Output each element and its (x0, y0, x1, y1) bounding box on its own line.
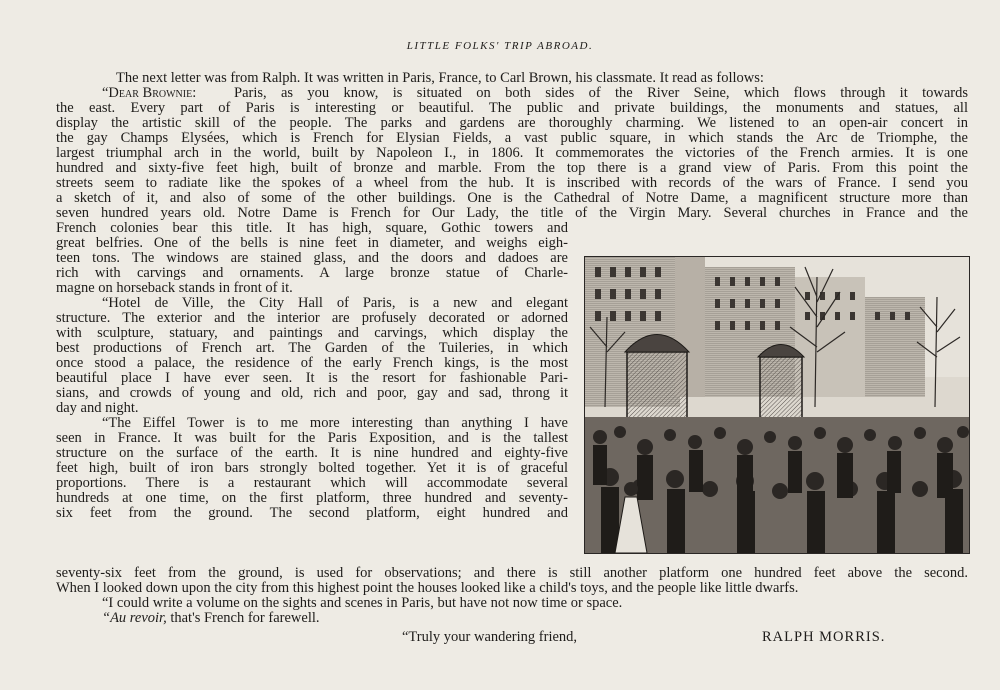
text-line: hundreds at one time, on the first platform, three hundred and seventy- (56, 491, 568, 506)
text-line: teen tons. The windows are stained glass, and the doors and dadoes are (56, 251, 568, 266)
paris-street-scene-image (585, 257, 969, 553)
text-line: a sketch of it, and also of some of the other buildings. One is the Cathedral of Notre Dame, a magnificent structure more than (56, 191, 968, 206)
text-line: Paris, as you know, is situated on both sides of the River Seine, which flows through it towards (234, 86, 968, 101)
farewell-text: that's French for farewell. (170, 610, 320, 626)
text-line: with sculpture, statuary, and paintings and carvings, which display the (56, 326, 568, 341)
au-revoir-phrase: “Au revoir, (102, 610, 167, 626)
text-line: seventy-six feet from the ground, is used for observations; and there is still another platform one hundred feet above the second. (56, 566, 968, 581)
text-line: feet high, built of iron bars strongly bolted together. Yet it is of graceful (56, 461, 568, 476)
text-line: the gay Champs Élysées, which is French for Elysian Fields, a vast public square, in which stands the Arc de Triomphe, the (56, 131, 968, 146)
text-line: once stood a palace, the residence of the early French kings, is the most (56, 356, 568, 371)
text-line: best productions of French art. The Garden of the Tuileries, in which (56, 341, 568, 356)
text-line: “Hotel de Ville, the City Hall of Paris, is a new and elegant (102, 296, 568, 311)
text-line: beautiful place I have ever seen. It is the resort for fashionable Pari- (56, 371, 568, 386)
text-line: rich with carvings and ornaments. A large bronze statue of Charle- (56, 266, 568, 281)
signature: RALPH MORRIS. (762, 629, 886, 645)
running-header: LITTLE FOLKS' TRIP ABROAD. (406, 40, 594, 52)
text-line: day and night. (56, 400, 139, 416)
text-line: seven hundred years old. Notre Dame is French for Our Lady, the title of the Virgin Mary. Several churches in France and the (56, 206, 968, 221)
text-line: magne on horseback stands in front of it. (56, 280, 293, 296)
text-line (102, 611, 320, 626)
text-line: display the artistic skill of the people. The parks and gardens are thoroughly charming. We listened to an open-air concert in (56, 116, 968, 131)
text-line: French colonies bear this title. It has high, square, Gothic towers and (56, 221, 568, 236)
text-line: seen in France. It was built for the Paris Exposition, and is the tallest (56, 431, 568, 446)
text-line: six feet from the ground. The second platform, eight hundred and (56, 506, 568, 521)
text-line: structure. The exterior and the interior are profusely decorated or adorned (56, 311, 568, 326)
text-line: great belfries. One of the bells is nine feet in diameter, and weighs eigh- (56, 236, 568, 251)
text-line: streets seem to radiate like the spokes of a wheel from the hub. It is inscribed with records of the wars of France. I send you (56, 176, 968, 191)
text-line: largest triumphal arch in the world, built by Napoleon I., in 1806. It commemorates the victories of the French armies. It is one (56, 146, 968, 161)
engraving-illustration (584, 256, 970, 554)
text-line: structure on the surface of the earth. It is nine hundred and eighty-five (56, 446, 568, 461)
text-line: “The Eiffel Tower is to me more interesting than anything I have (102, 416, 568, 431)
text-line: sians, and crowds of young and old, rich and poor, gay and sad, throng it (56, 386, 568, 401)
closing-line: “Truly your wandering friend, (402, 629, 578, 645)
text-line: The next letter was from Ralph. It was written in Paris, France, to Carl Brown, his classmate. It read as follows: (116, 70, 764, 86)
text-line (102, 86, 196, 101)
salutation: “Dear Brownie: (102, 85, 197, 101)
text-line: “I could write a volume on the sights and scenes in Paris, but have not now time or space. (102, 595, 623, 611)
text-line: the east. Every part of Paris is interesting or beautiful. The public and private buildings, the monuments and statues, all (56, 101, 968, 116)
text-line: proportions. There is a restaurant which will accommodate several (56, 476, 568, 491)
text-line: hundred and sixty-five feet high, built of bronze and marble. From the top there is a grand view of Paris. From this point the (56, 161, 968, 176)
text-line: When I looked down upon the city from this highest point the houses looked like a child's toys, and the people like little dwarfs. (56, 580, 799, 596)
